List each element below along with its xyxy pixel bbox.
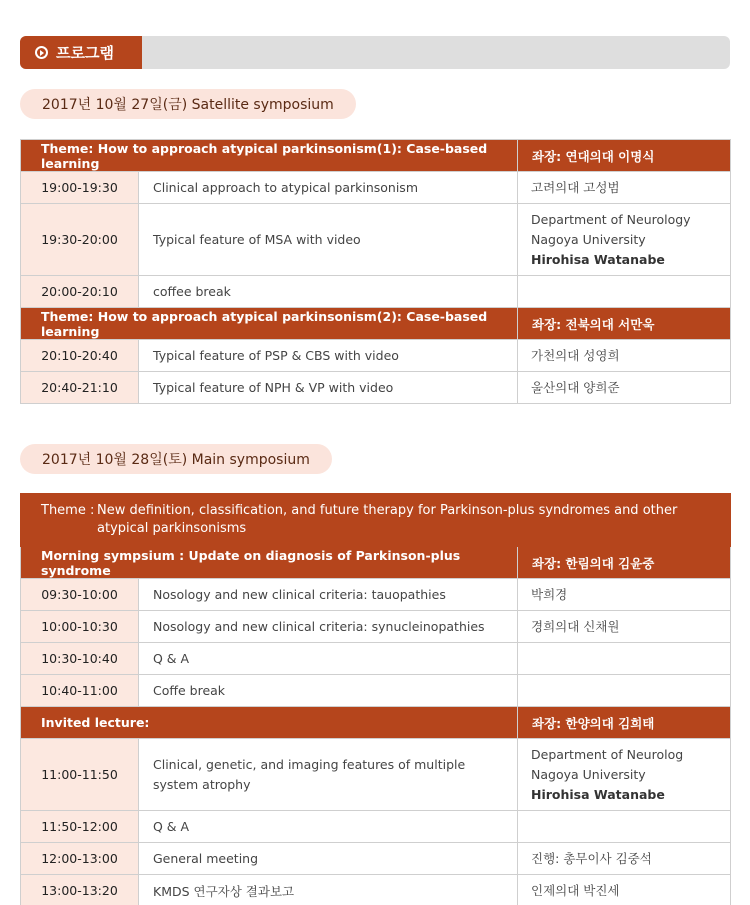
time-cell: 10:00-10:30 [21, 611, 139, 643]
title-line: system atrophy [153, 776, 251, 792]
session-header [21, 308, 731, 340]
title-cell [139, 739, 518, 811]
title-cell: Coffe break [139, 675, 518, 707]
title-cell: coffee break [139, 276, 518, 308]
speaker-dept: Department of Neurology [531, 211, 691, 227]
table-row [21, 372, 731, 404]
session-header [21, 547, 731, 579]
title-cell: KMDS 연구자상 결과보고 [139, 875, 518, 905]
table-row [21, 172, 731, 204]
theme-label: Theme : [41, 503, 95, 518]
speaker-cell: 경희의대 신채원 [518, 611, 731, 643]
table-row [21, 276, 731, 308]
play-circle-icon [35, 46, 48, 59]
time-cell: 11:50-12:00 [21, 811, 139, 843]
table-row [21, 875, 731, 905]
title-cell: Nosology and new clinical criteria: tauopathies [139, 579, 518, 611]
title-cell: Nosology and new clinical criteria: synucleinopathies [139, 611, 518, 643]
table-row [21, 579, 731, 611]
section-title: 프로그램 [56, 44, 114, 62]
theme-row [21, 494, 731, 547]
speaker-cell [518, 643, 731, 675]
time-cell: 20:00-20:10 [21, 276, 139, 308]
day1-schedule-table [20, 139, 731, 404]
speaker-cell [518, 204, 731, 276]
session-header [21, 707, 731, 739]
title-cell: Typical feature of PSP & CBS with video [139, 340, 518, 372]
session-theme: Theme: How to approach atypical parkinsonism(1): Case-based learning [21, 140, 518, 172]
time-cell: 12:00-13:00 [21, 843, 139, 875]
day1-label: 2017년 10월 27일(금) Satellite symposium [20, 89, 356, 119]
speaker-cell: 박희경 [518, 579, 731, 611]
speaker-name: Hirohisa Watanabe [531, 786, 665, 802]
session-theme: Morning sympsium : Update on diagnosis of Parkinson-plus syndrome [21, 547, 518, 579]
speaker-cell [518, 675, 731, 707]
speaker-cell [518, 739, 731, 811]
session-theme: Theme: How to approach atypical parkinsonism(2): Case-based learning [21, 308, 518, 340]
theme-text: New definition, classification, and future therapy for Parkinson-plus syndromes and other atypical parkinsonisms [97, 503, 678, 536]
time-cell: 10:30-10:40 [21, 643, 139, 675]
speaker-dept: Department of Neurolog [531, 746, 684, 762]
table-row [21, 643, 731, 675]
title-cell: Q & A [139, 811, 518, 843]
title-cell: Q & A [139, 643, 518, 675]
section-header-tab [20, 36, 142, 69]
speaker-cell: 고려의대 고성범 [518, 172, 731, 204]
speaker-cell [518, 811, 731, 843]
day2-label: 2017년 10월 28일(토) Main symposium [20, 444, 332, 474]
time-cell: 10:40-11:00 [21, 675, 139, 707]
table-row [21, 675, 731, 707]
speaker-univ: Nagoya University [531, 766, 646, 782]
main-theme [21, 494, 731, 547]
session-theme: Invited lecture: [21, 707, 518, 739]
table-row [21, 739, 731, 811]
title-line: Clinical, genetic, and imaging features of multiple [153, 756, 466, 772]
time-cell: 20:40-21:10 [21, 372, 139, 404]
session-chair: 좌장: 한양의대 김희태 [518, 707, 731, 739]
table-row [21, 340, 731, 372]
speaker-cell: 진행: 총무이사 김중석 [518, 843, 731, 875]
speaker-univ: Nagoya University [531, 231, 646, 247]
table-row [21, 611, 731, 643]
title-cell: General meeting [139, 843, 518, 875]
speaker-cell: 인제의대 박진세 [518, 875, 731, 905]
time-cell: 13:00-13:20 [21, 875, 139, 905]
speaker-cell: 울산의대 양희준 [518, 372, 731, 404]
session-chair: 좌장: 한림의대 김윤중 [518, 547, 731, 579]
title-cell: Clinical approach to atypical parkinsonism [139, 172, 518, 204]
time-cell: 19:30-20:00 [21, 204, 139, 276]
section-header-bar [20, 36, 730, 69]
table-row [21, 811, 731, 843]
title-cell: Typical feature of NPH & VP with video [139, 372, 518, 404]
time-cell: 09:30-10:00 [21, 579, 139, 611]
day2-schedule-table [20, 493, 731, 905]
title-cell: Typical feature of MSA with video [139, 204, 518, 276]
table-row [21, 204, 731, 276]
time-cell: 19:00-19:30 [21, 172, 139, 204]
speaker-name: Hirohisa Watanabe [531, 251, 665, 267]
session-header [21, 140, 731, 172]
time-cell: 11:00-11:50 [21, 739, 139, 811]
session-chair: 좌장: 전북의대 서만욱 [518, 308, 731, 340]
speaker-cell [518, 276, 731, 308]
time-cell: 20:10-20:40 [21, 340, 139, 372]
session-chair: 좌장: 연대의대 이명식 [518, 140, 731, 172]
speaker-cell: 가천의대 성영희 [518, 340, 731, 372]
table-row [21, 843, 731, 875]
